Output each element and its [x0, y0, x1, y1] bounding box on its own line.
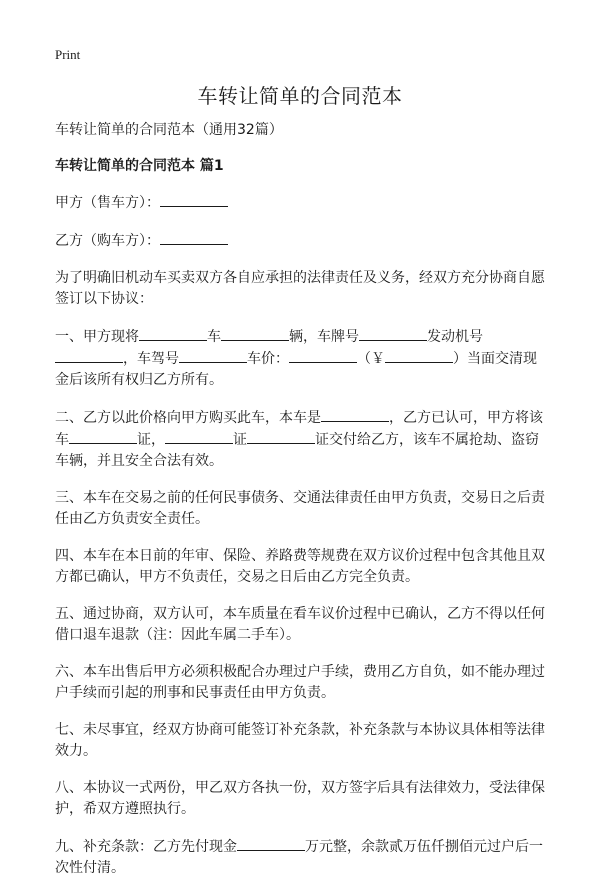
clause-text: （￥ [357, 351, 385, 367]
page-title: 车转让简单的合同范本 [197, 84, 403, 108]
party-b-blank [160, 230, 228, 245]
clause-text: ，乙方已认可，甲方将该车 [55, 410, 543, 448]
blank-field [221, 326, 289, 341]
clause-text: 二、乙方以此价格向甲方购买此车，本车是 [55, 410, 321, 426]
clause-8: 八、本协议一式两份，甲乙双方各执一份，双方签字后具有法律效力，受法律保护，希双方遵照执行。 [55, 780, 545, 817]
blank-field [247, 429, 315, 444]
blank-field [69, 429, 137, 444]
blank-field [165, 429, 233, 444]
clause-7: 七、未尽事宜，经双方协商可能签订补充条款，补充条款与本协议具体相等法律效力。 [55, 722, 545, 759]
blank-field [385, 348, 453, 363]
clause-text: ）当面交清现金后该所有权归乙方所有。 [55, 351, 537, 388]
clause-9 [55, 836, 547, 879]
party-a-label: 甲方（售车方）： [55, 195, 160, 211]
clause-text: 万元整，余款贰万伍仟捌佰元过户后一次性付清。 [55, 839, 543, 876]
clause-text: 车价： [247, 351, 289, 367]
blank-field [139, 326, 207, 341]
blank-field [289, 348, 357, 363]
clause-1 [55, 326, 547, 391]
clause-text: 九、补充条款：乙方先付现金 [55, 839, 237, 855]
blank-field [179, 348, 247, 363]
party-b-line [55, 230, 547, 252]
blank-field [237, 836, 305, 851]
blank-field [359, 326, 427, 341]
print-link[interactable]: Print [55, 47, 81, 62]
clause-3: 三、本车在交易之前的任何民事债务、交通法律责任由甲方负责，交易日之后责任由乙方负责安全责任。 [55, 490, 545, 527]
clause-text: 证 [233, 432, 247, 448]
party-a-line [55, 192, 547, 214]
blank-field [321, 407, 389, 422]
intro-paragraph: 为了明确旧机动车买卖双方各自应承担的法律责任及义务，经双方充分协商自愿签订以下协议： [55, 270, 545, 307]
clause-text: 一、甲方现将 [55, 329, 139, 345]
clause-text: 辆，车牌号 [289, 329, 359, 345]
clause-text: 证交付给乙方，该车不属抢劫、盗窃车辆，并且安全合法有效。 [55, 432, 539, 469]
blank-field [55, 348, 123, 363]
clause-5: 五、通过协商，双方认可，本车质量在看车议价过程中已确认，乙方不得以任何借口退车退款（注：因此车属二手车）。 [55, 606, 545, 643]
party-b-label: 乙方（购车方）： [55, 233, 160, 249]
section-heading: 车转让简单的合同范本 篇1 [55, 158, 224, 174]
clause-2 [55, 407, 547, 472]
clause-text: ，车驾号 [123, 351, 179, 367]
clause-text: 证， [137, 432, 165, 448]
party-a-blank [160, 192, 228, 207]
clause-text: 发动机号 [427, 329, 483, 345]
clause-6: 六、本车出售后甲方必须积极配合办理过户手续，费用乙方自负，如不能办理过户手续而引起的刑事和民事责任由甲方负责。 [55, 664, 545, 701]
clause-4: 四、本车在本日前的年审、保险、养路费等规费在双方议价过程中包含其他且双方都已确认，甲方不负责任，交易之日后由乙方完全负责。 [55, 548, 545, 585]
clause-text: 车 [207, 329, 221, 345]
document-subtitle: 车转让简单的合同范本（通用32篇） [55, 122, 283, 138]
document-body [55, 120, 547, 895]
